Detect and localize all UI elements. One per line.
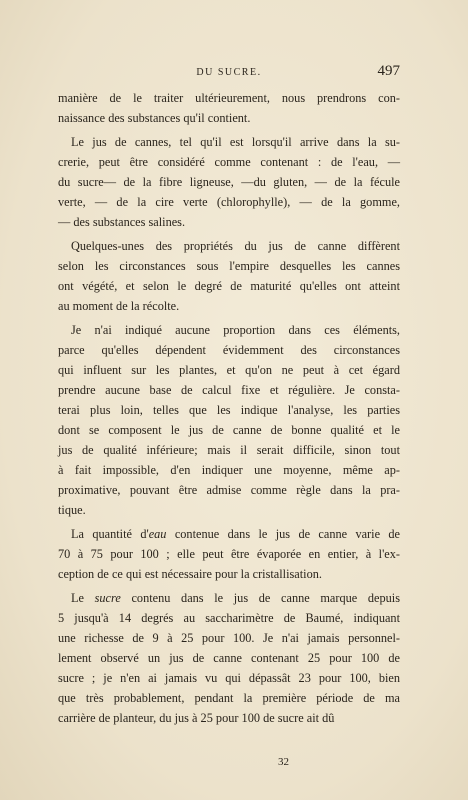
running-head: DU SUCRE. — [196, 67, 262, 78]
text-line: ont végété, et selon le degré de maturité qu'elles ont atteint — [58, 279, 400, 293]
signature-mark: 32 — [278, 756, 289, 768]
paragraph — [58, 320, 400, 520]
text-line: 5 jusqu'à 14 degrés au saccharimètre de Baumé, indiquant — [58, 611, 400, 625]
paragraph — [58, 524, 400, 584]
text-line: une richesse de 9 à 25 pour 100. Je n'ai jamais personnel- — [58, 631, 400, 645]
text-line: verte, — de la cire verte (chlorophylle), — de la gomme, — [58, 195, 400, 209]
paragraph — [58, 236, 400, 316]
text-line: prendre aucune base de calcul fixe et régulière. Je consta- — [58, 383, 400, 397]
text-line: au moment de la récolte. — [58, 299, 180, 313]
page-header — [58, 63, 400, 83]
paragraph — [58, 132, 400, 232]
text-line: du sucre— de la fibre ligneuse, —du gluten, — de la fécule — [58, 175, 400, 189]
text-line: parce qu'elles dépendent évidemment des circonstances — [58, 343, 400, 357]
paragraph — [58, 88, 400, 128]
text-line: carrière de planteur, du jus à 25 pour 100 de sucre ait dû — [58, 711, 335, 725]
text-line: que très probablement, pendant la première période de ma — [58, 691, 400, 705]
text-line: 70 à 75 pour 100 ; elle peut être évaporée en entier, à l'ex- — [58, 547, 400, 561]
text-line: Quelques-unes des propriétés du jus de canne diffèrent — [71, 239, 400, 253]
paragraph — [58, 588, 400, 728]
text-line: sucre ; je n'en ai jamais vu qui dépassât 23 pour 100, bien — [58, 671, 400, 685]
text-line: jus de qualité inférieure; mais il serait difficile, sinon tout — [58, 443, 400, 457]
text-line: ception de ce qui est nécessaire pour la cristallisation. — [58, 567, 322, 581]
text-line: lement observé un jus de canne contenant 25 pour 100 de — [58, 651, 400, 665]
text-line: proximative, pouvant être admise comme règle dans la pra- — [58, 483, 400, 497]
text-line: Le sucre contenu dans le jus de canne marque depuis — [71, 591, 400, 605]
text-line: manière de le traiter ultérieurement, nous prendrons con- — [58, 91, 400, 105]
text-line: selon les circonstances sous l'empire desquelles les cannes — [58, 259, 400, 273]
text-line: tique. — [58, 503, 86, 517]
text-line: terai plus loin, telles que les indique l'analyse, les parties — [58, 403, 400, 417]
text-line: naissance des substances qu'il contient. — [58, 111, 251, 125]
text-line: qui influent sur les plantes, et qu'on ne peut à cet égard — [58, 363, 400, 377]
text-line: Le jus de cannes, tel qu'il est lorsqu'il arrive dans la su- — [71, 135, 400, 149]
text-line: La quantité d'eau contenue dans le jus de canne varie de — [71, 527, 401, 541]
text-line: — des substances salines. — [58, 215, 186, 229]
text-line: à fait impossible, d'en indiquer une moyenne, même ap- — [58, 463, 400, 477]
text-line: crerie, peut être considéré comme contenant : de l'eau, — — [58, 155, 400, 169]
body-text — [58, 88, 400, 732]
text-line: dont se composent le jus de canne de bonne qualité et le — [58, 423, 400, 437]
page-number: 497 — [377, 63, 400, 79]
text-line: Je n'ai indiqué aucune proportion dans ces éléments, — [71, 323, 400, 337]
